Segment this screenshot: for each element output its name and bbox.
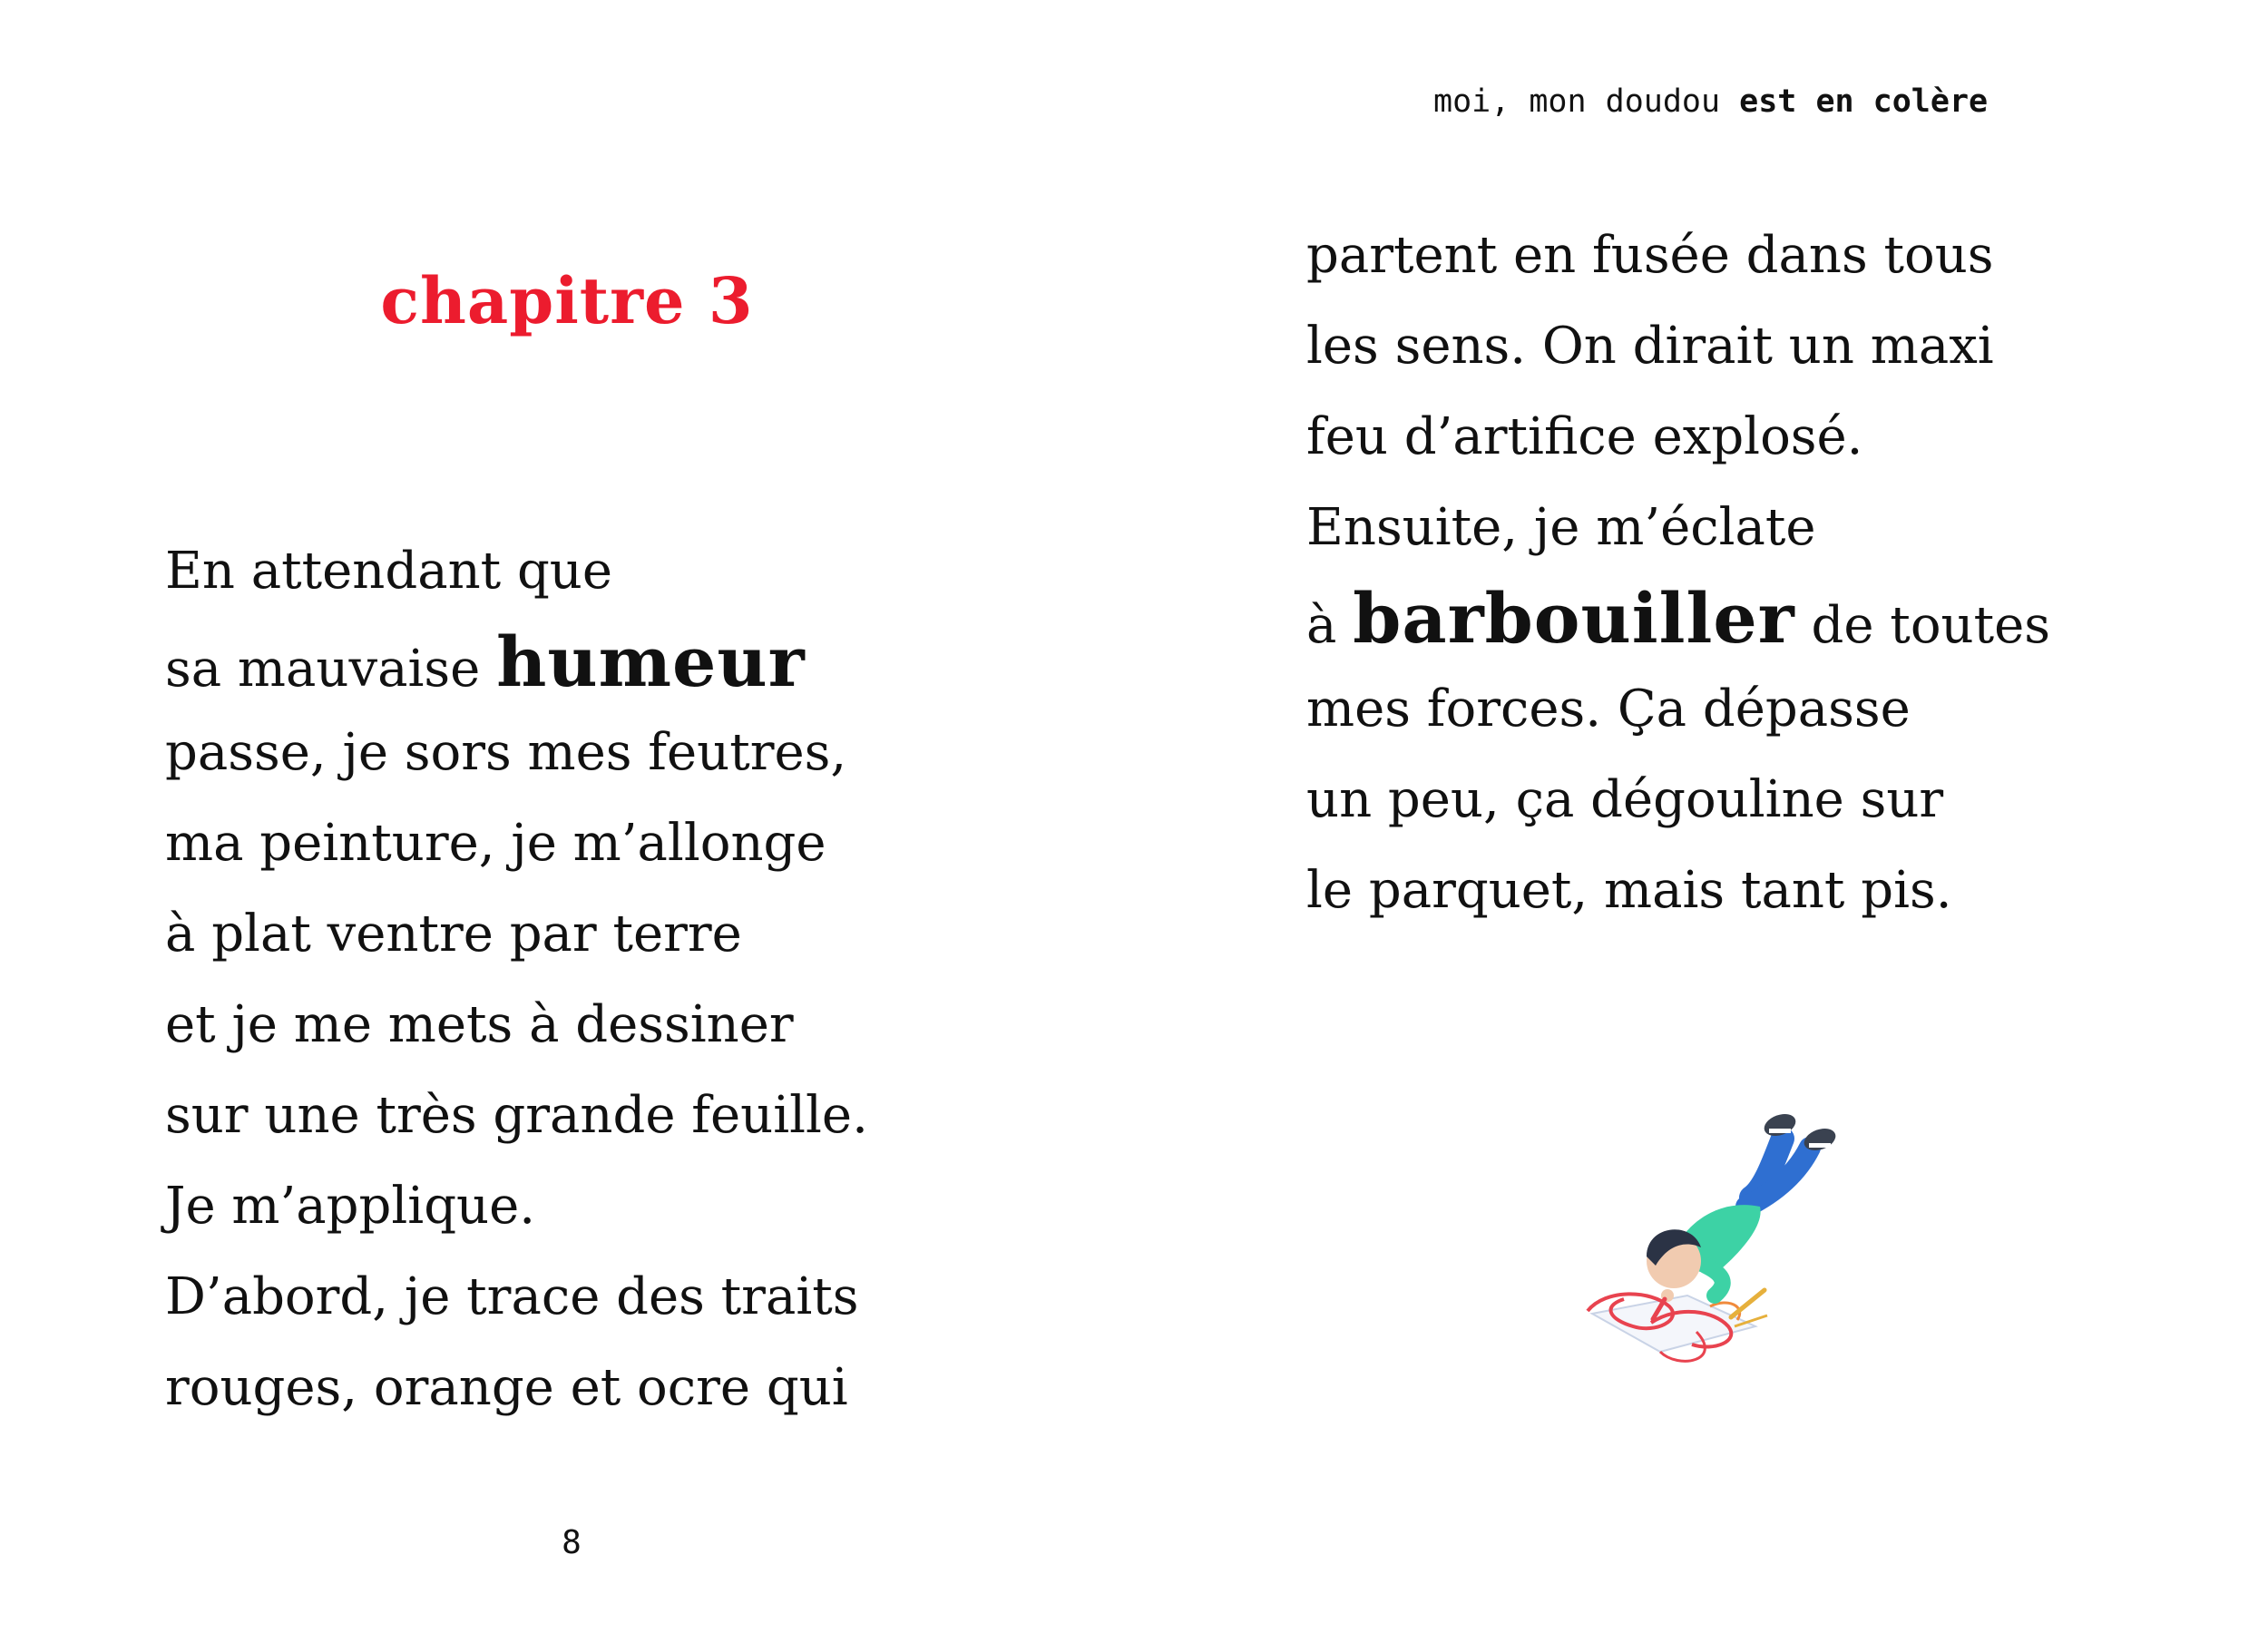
- right-body-text: [1306, 210, 2050, 936]
- text-line: [165, 617, 868, 708]
- text-line: D’abord, je trace des traits: [165, 1267, 859, 1326]
- running-head-regular: moi, mon doudou: [1433, 83, 1721, 120]
- text-line: un peu, ça dégouline sur: [1306, 770, 1944, 829]
- left-body-text: [165, 526, 868, 1433]
- text-line: Ensuite, je m’éclate: [1306, 498, 1816, 557]
- text-before: à: [1306, 596, 1354, 655]
- page-number: 8: [562, 1524, 582, 1561]
- chapter-title: chapitre 3: [380, 263, 754, 338]
- text-line: ma peinture, je m’allonge: [165, 814, 826, 873]
- text-line: le parquet, mais tant pis.: [1306, 861, 1952, 920]
- text-line: à plat ventre par terre: [165, 905, 742, 963]
- text-before: sa mauvaise: [165, 640, 497, 699]
- text-line: sur une très grande feuille.: [165, 1086, 868, 1145]
- text-line: Je m’applique.: [165, 1177, 536, 1236]
- text-line: passe, je sors mes feutres,: [165, 723, 847, 782]
- emphasis-word-barbouiller: barbouiller: [1353, 578, 1795, 659]
- text-line: En attendant que: [165, 542, 613, 601]
- running-head: [1433, 83, 1988, 120]
- text-line: mes forces. Ça dépasse: [1306, 680, 1911, 738]
- text-line: et je me mets à dessiner: [165, 995, 794, 1054]
- right-page: [1134, 0, 2268, 1633]
- text-after: de toutes: [1794, 596, 2050, 655]
- text-line: les sens. On dirait un maxi: [1306, 317, 1994, 376]
- text-line: rouges, orange et ocre qui: [165, 1358, 848, 1417]
- child-drawing-on-floor-icon: [1569, 1089, 1869, 1388]
- text-line: [1306, 573, 2050, 664]
- emphasis-word-humeur: humeur: [496, 621, 806, 702]
- text-line: partent en fusée dans tous: [1306, 226, 1994, 285]
- text-line: feu d’artifice explosé.: [1306, 407, 1863, 466]
- running-head-bold: est en colère: [1739, 83, 1989, 120]
